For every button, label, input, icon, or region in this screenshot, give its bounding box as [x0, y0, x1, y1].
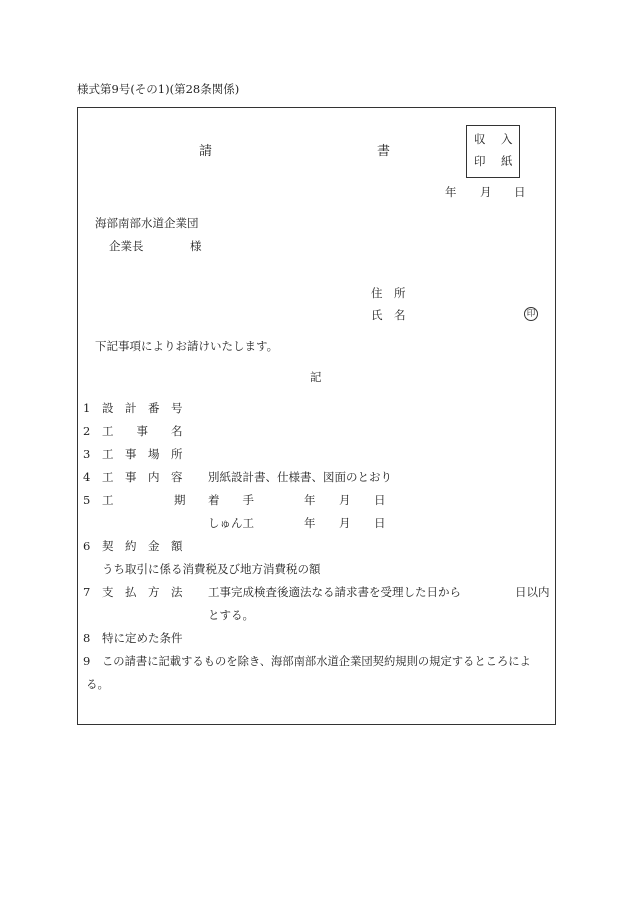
intro-text: 下記事項によりお請けいたします。: [95, 339, 279, 353]
item-2-number: 2: [83, 424, 91, 438]
stamp-char-4: 紙: [501, 154, 513, 168]
item-9-line-2: る。: [86, 677, 109, 691]
ki-heading: 記: [310, 370, 322, 384]
date-year: 年: [445, 185, 457, 199]
item-5-label-right: 期: [174, 493, 186, 507]
item-2-label: 工 事 名: [102, 424, 183, 438]
item-5-label-left: 工: [102, 493, 114, 507]
item-8-label: 特に定めた条件: [102, 631, 183, 645]
date-month: 月: [480, 185, 492, 199]
item-3-number: 3: [83, 447, 91, 461]
item-6-sub: うち取引に係る消費税及び地方消費税の額: [102, 562, 321, 576]
start-month: 月: [339, 493, 351, 507]
addressee-position: 企業長: [109, 239, 144, 253]
title-char-1: 請: [199, 144, 213, 159]
start-label: 着 手: [208, 493, 254, 507]
start-day: 日: [374, 493, 386, 507]
stamp-char-1: 収: [474, 132, 486, 146]
item-6-label: 契 約 金 額: [102, 539, 183, 553]
end-year: 年: [304, 516, 316, 530]
item-7-number: 7: [83, 585, 91, 599]
end-day: 日: [374, 516, 386, 530]
item-4-label: 工 事 内 容: [102, 470, 183, 484]
addressee-organization: 海部南部水道企業団: [95, 216, 199, 230]
item-7-days: 日以内: [515, 585, 550, 599]
item-7-label: 支 払 方 法: [102, 585, 183, 599]
addressee-honorific: 様: [190, 239, 202, 253]
end-month: 月: [339, 516, 351, 530]
date-day: 日: [514, 185, 526, 199]
item-1-label: 設 計 番 号: [102, 401, 183, 415]
item-9-number: 9: [83, 654, 91, 668]
item-1-number: 1: [83, 401, 91, 415]
address-label: 住 所: [371, 286, 406, 300]
item-4-value: 別紙設計書、仕様書、図面のとおり: [208, 470, 392, 484]
item-9-line-1: この請書に記載するものを除き、海部南部水道企業団契約規則の規定するところによ: [102, 655, 531, 668]
item-6-number: 6: [83, 539, 91, 553]
name-label: 氏 名: [371, 308, 406, 322]
item-7-line-1: 工事完成検査後適法なる請求書を受理した日から: [208, 585, 461, 599]
item-8-number: 8: [83, 631, 91, 645]
item-7-line-2: とする。: [208, 608, 254, 622]
seal-mark: 印: [524, 307, 538, 321]
end-label: しゅん工: [208, 516, 254, 530]
title-char-2: 書: [377, 144, 391, 159]
item-3-label: 工 事 場 所: [102, 447, 183, 461]
stamp-char-2: 入: [501, 132, 513, 146]
stamp-char-3: 印: [474, 154, 486, 168]
form-number: 様式第9号(その1)(第28条関係): [77, 82, 240, 96]
item-5-number: 5: [83, 493, 91, 507]
start-year: 年: [304, 493, 316, 507]
item-4-number: 4: [83, 470, 91, 484]
